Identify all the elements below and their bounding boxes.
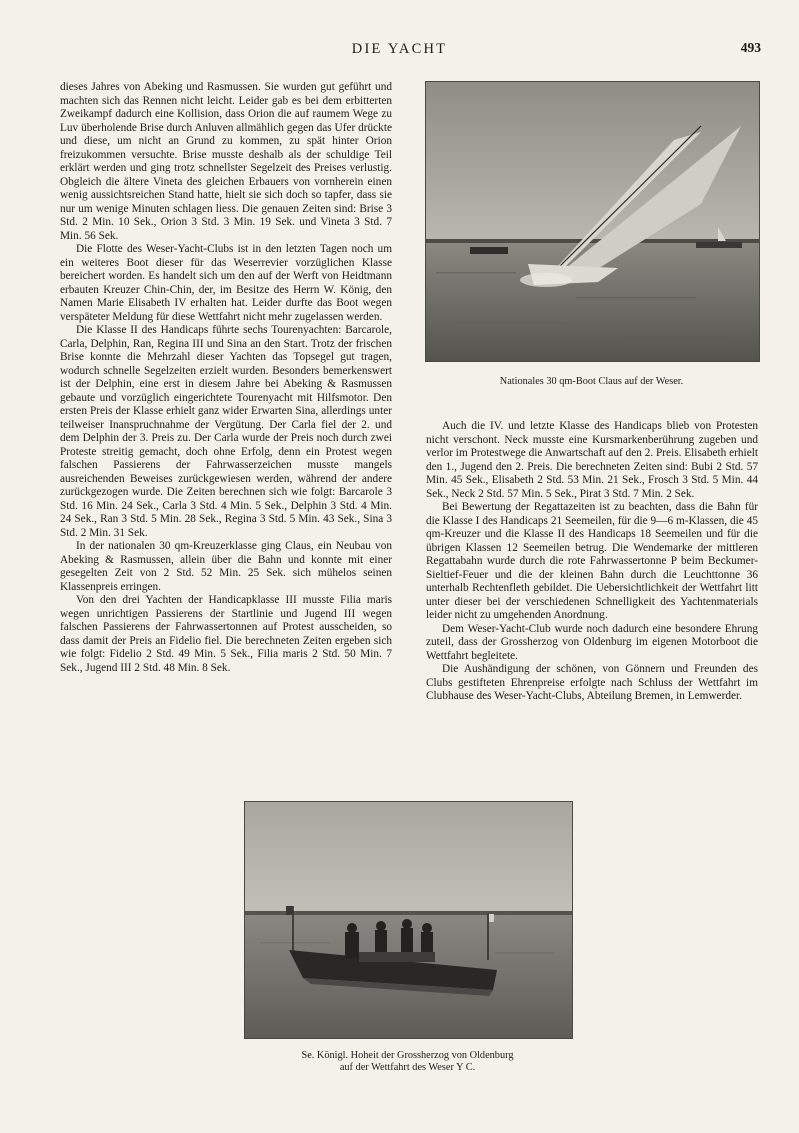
- paragraph: Die Klasse II des Handicaps führte sechs Tourenyachten: Barcarole, Carla, Delphin, Ran, Regina III und Sina an den Start. Trotz der frischen Brise konnte die Mehrzahl dieser Yachten das Topsegel gut tragen, wodurch schnelle Segelzeiten erzielt wurden. Besonders bemerkenswert ist der Delphin, eine erst in diesem Jahre bei Abeking & Rasmussen gebaute und vorzüglich eingerichtete Tourenyacht mit Hilfsmotor. Den ersten Preis der Klasse erhielt ganz wider Erwarten Sina, allerdings unter teilweiser Inanspruchnahme der Vergütung. Der Carla fiel der 2. und dem Delphin der 3. Preis zu. Der Carla wurde der Preis noch durch zwei Proteste streitig gemacht, doch ohne Erfolg, denn ein Protest wegen falschen Passierens der Fahrwasserzeichen musste mangels ausreichenden Beweises zurückgewiesen werden, während der andere zurückgezogen wurde. Die Zeiten berechnen sich wie folgt: Barcarole 3 Std. 16 Min. 24 Sek., Carla 3 Std. 4 Min. 5 Sek., Delphin 3 Std. 4 Min. 24 Sek., Ran 3 Std. 5 Min. 28 Sek., Regina 3 Std. 5 Min. 43 Sek., Sina 3 Std. 2 Min. 31 Sek.: [60, 324, 392, 539]
- motorboat-photo: [244, 801, 573, 1039]
- sailboat-photo-image: [426, 82, 759, 361]
- paragraph: Bei Bewertung der Regattazeiten ist zu beachten, dass die Bahn für die Klasse I des Handicaps 21 Seemeilen, für die 9—6 m-Klassen, die 45 qm-Kreuzer und die Klasse II des Handicaps 18 Seemeilen und für die übrigen Klassen 12 Seemeilen betrug. Die Wendemarke der mittleren Regattabahn wurde durch die rote Fahrwassertonne P beim Beckumer-Sieltief-Feuer und die der kleinen Bahn durch die Leuchttonne 36 unterhalb Rechtenfleth gebildet. Die Uebersichtlichkeit der Wettfahrt litt unter dieser bei der verschiedenen Schnelligkeit des Yachtenmaterials leider nicht zu umgehenden Anordnung.: [426, 501, 758, 621]
- caption-line: auf der Wettfahrt des Weser Y C.: [339, 1062, 476, 1073]
- paragraph: Dem Weser-Yacht-Club wurde noch dadurch eine besondere Ehrung zuteil, dass der Grossherzog von Oldenburg im eigenen Motorboot die Wettfahrt begleitete.: [426, 622, 758, 662]
- motorboat-photo-caption: [214, 1050, 601, 1074]
- right-text-column: [426, 420, 758, 704]
- paragraph: Die Aushändigung der schönen, von Gönnern und Freunden des Clubs gestifteten Ehrenpreise erfolgte nach Schluss der Wettfahrt im Clubhause des Weser-Yacht-Clubs, Abteilung Bremen, in Lemwerder.: [426, 663, 758, 702]
- sailboat-photo: [425, 81, 760, 362]
- running-header-title: DIE YACHT: [351, 41, 448, 57]
- paragraph: In der nationalen 30 qm-Kreuzerklasse ging Claus, ein Neubau von Abeking & Rasmussen, allein über die Bahn und konnte mit einer gesegelten Zeit von 2 Std. 52 Min. 25 Sek. sich mühelos seinen Klassenpreis erringen.: [60, 540, 392, 593]
- paragraph: Von den drei Yachten der Handicapklasse III musste Filia maris wegen unrichtigen Passierens der Startlinie und Jugend III wegen falschen Passierens der Fahrwassertonnen auf Protest ausscheiden, so dass damit der Preis an Fidelio fiel. Die berechneten Zeiten ergeben sich wie folgt: Fidelio 2 Std. 49 Min. 5 Sek., Filia maris 2 Std. 50 Min. 7 Sek., Jugend III 2 Std. 48 Min. 8 Sek.: [60, 594, 392, 674]
- motorboat-photo-image: [245, 802, 572, 1038]
- sailboat-photo-caption: Nationales 30 qm-Boot Claus auf der Weser.: [499, 376, 684, 387]
- page-number: 493: [740, 40, 761, 55]
- paragraph: Auch die IV. und letzte Klasse des Handicaps blieb von Protesten nicht verschont. Neck musste eine Kursmarkenberührung zugeben und verlor im Protestwege die Anwartschaft auf den 2. Preis. Elisabeth erhielt den 1., Jugend den 2. Preis. Die berechneten Zeiten sind: Bubi 2 Std. 57 Min. 45 Sek., Elisabeth 2 Std. 53 Min. 21 Sek., Frosch 3 Std. 5 Min. 44 Sek., Neck 2 Std. 57 Min. 5 Sek., Pirat 3 Std. 7 Min. 2 Sek.: [426, 420, 758, 500]
- left-text-column: [60, 81, 392, 675]
- paragraph: dieses Jahres von Abeking und Rasmussen. Sie wurden gut geführt und machten sich das Rennen nicht leicht. Leider gab es bei dem erbitterten Zweikampf dadurch eine Kollision, dass Orion die auf raumem Wege zu Luv überholende Brise durch Anluven allmählich gegen das Ufer drückte und diese, um nicht an Grund zu kommen, zu spät hinter Orion freizukommen versuchte. Brise musste deshalb als der schuldige Teil erklärt werden und ging trotz schnellster Segelzeit des Preises verlustig. Obgleich die ältere Vineta des gleichen Erbauers von vornherein einen wenig aussichtsreichen Stand hatte, hielt sie sich doch so tapfer, dass sie nur um wenige Minuten schlagen liess. Die genauen Zeiten sind: Brise 3 Std. 2 Min. 10 Sek., Orion 3 Std. 3 Min. 19 Sek. und Vineta 3 Std. 7 Min. 56 Sek.: [60, 81, 392, 242]
- paragraph: Die Flotte des Weser-Yacht-Clubs ist in den letzten Tagen noch um ein weiteres Boot dieser für das Weserrevier vorzüglichen Klasse bereichert worden. Es handelt sich um den auf der Werft von Heidtmann erbauten Kreuzer Chin-Chin, der, im Besitze des Herrn W. König, den Namen Marie Elisabeth IV erhalten hat. Leider durfte das Boot wegen verspäteter Meldung für diese Wettfahrt nicht mehr zugelassen werden.: [60, 243, 392, 323]
- caption-line: Se. Königl. Hoheit der Grossherzog von Oldenburg: [301, 1050, 514, 1061]
